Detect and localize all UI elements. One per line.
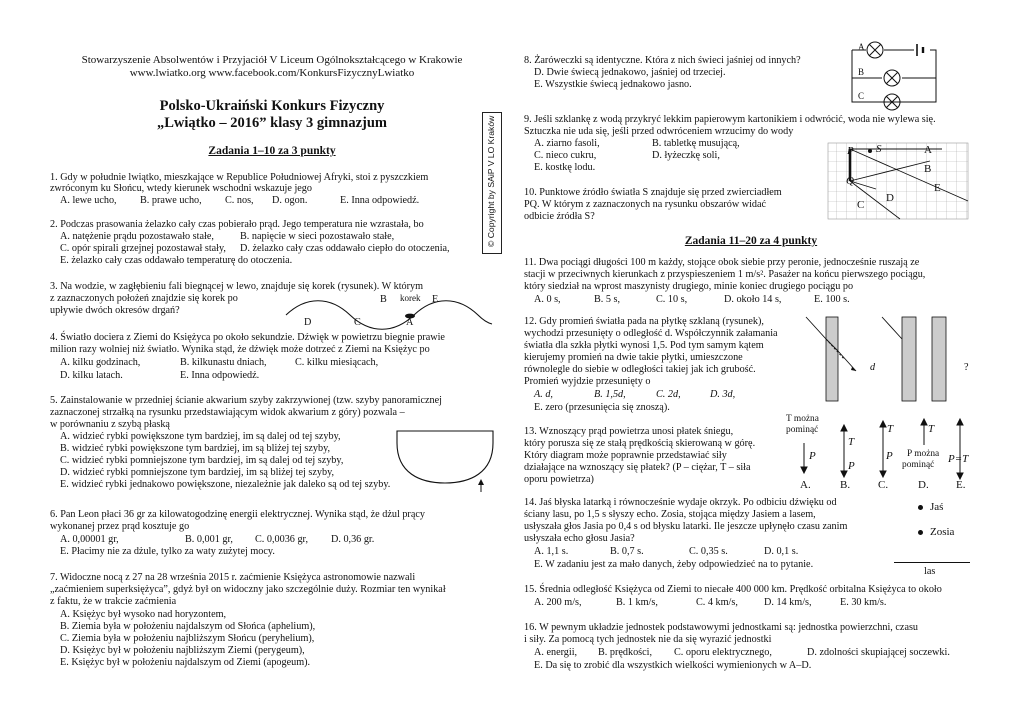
mirror-label-q: Q bbox=[846, 175, 854, 187]
q9-option-b: B. tabletkę musującą, bbox=[652, 138, 740, 149]
q6-option-e: E. Płacimy nie za dżule, tylko za waty zużytej mocy. bbox=[60, 546, 275, 557]
q4-option-e: E. Inna odpowiedź. bbox=[180, 370, 260, 381]
q7-text: 7. Widoczne nocą z 27 na 28 września 2015 r. zaćmienie Księżyca astronomowie nazwali bbox=[50, 572, 416, 583]
q5-option-a: A. widzieć rybki powiększone tym bardziej, im są dalej od tej szyby, bbox=[60, 431, 341, 442]
region-label-a: A bbox=[924, 144, 932, 156]
q15-text: 15. Średnia odległość Księżyca od Ziemi to niecałe 400 000 km. Prędkość orbitalna Księżyca to około bbox=[524, 584, 942, 595]
circuit-label-a: A bbox=[858, 42, 865, 52]
q9-option-d: D. łyżeczkę soli, bbox=[652, 150, 720, 161]
q14-text: ściany lasu, po 1,5 s słyszy echo. Zosia, stojąca między Jasiem a lasem, bbox=[524, 509, 816, 520]
q11-option-d: D. około 14 s, bbox=[724, 294, 782, 305]
q10-text: PQ. W którym z zaznaczonych na rysunku obszarów widać bbox=[524, 199, 767, 210]
q12-text: 12. Gdy promień światła pada na płytkę szklaną (rysunek), bbox=[524, 316, 764, 327]
las-label: las bbox=[924, 566, 936, 577]
diagram-c-p: P bbox=[886, 450, 893, 462]
wave-label-d: D bbox=[304, 317, 312, 328]
light-source-icon bbox=[868, 149, 872, 153]
q16-option-c: C. oporu elektrycznego, bbox=[674, 647, 772, 658]
wave-label-e: E bbox=[432, 294, 439, 305]
diagram-a-note: T można bbox=[786, 414, 819, 424]
q6-text: 6. Pan Leon płaci 36 gr za kilowatogodzinę energii elektrycznej. Wynika stąd, że dżul prący bbox=[50, 509, 425, 520]
zosia-marker bbox=[918, 530, 923, 535]
q14-option-d: D. 0,1 s. bbox=[764, 546, 799, 557]
diagram-b-p: P bbox=[848, 460, 855, 472]
q12-text: światła dla szkła płytki wynosi 1,5. Pod tym samym kątem bbox=[524, 340, 764, 351]
q5-text: w porównaniu z szybą płaską bbox=[50, 419, 170, 430]
zosia-label: Zosia bbox=[930, 526, 955, 538]
mirror-label-p: P bbox=[847, 145, 854, 157]
contest-title: Polsko-Ukraiński Konkurs Fizyczny bbox=[159, 98, 385, 114]
q5-text: 5. Zainstalowanie w przedniej ścianie akwarium szyby zakrzywionej (tzw. szyby panoramicznej bbox=[50, 395, 442, 406]
q4-option-a: A. kilku godzinach, bbox=[60, 357, 141, 368]
q9-option-e: E. kostkę lodu. bbox=[534, 162, 596, 173]
diagram-c-t: T bbox=[887, 423, 894, 435]
wave-label-b: B bbox=[380, 294, 387, 305]
q14-option-e: E. W zadaniu jest za mało danych, żeby odpowiedzieć na to pytanie. bbox=[534, 559, 814, 570]
q13-text: działające na wznoszący się płatek? (P – ciężar, T – siła bbox=[524, 462, 751, 473]
q15-option-e: E. 30 km/s. bbox=[840, 597, 887, 608]
q9-text: Sztuczka nie uda się, jeśli przed odwróceniem wrzucimy do wody bbox=[524, 126, 794, 137]
wave-figure bbox=[284, 293, 494, 329]
q12-text: Promień wyjdzie przesunięty o bbox=[524, 376, 651, 387]
copyright-box bbox=[482, 112, 502, 254]
region-label-b: B bbox=[924, 163, 932, 175]
q12-option-c: C. 2d, bbox=[656, 389, 681, 400]
q12-text: kierujemy promień na dwie takie płytki, umieszczone bbox=[524, 352, 743, 363]
force-diagrams-figure bbox=[794, 415, 974, 485]
q11-text: który siedział na wprost maszynisty drugiego, minie koniec drugiego pociągu po bbox=[524, 281, 854, 292]
q12-text: wychodzi przesunięty o odległość d. Współczynnik załamania bbox=[524, 328, 778, 339]
diagram-d-note: P można bbox=[907, 449, 940, 459]
q15-option-a: A. 200 m/s, bbox=[534, 597, 582, 608]
q8-option-e: E. Wszystkie świecą jednakowo jasno. bbox=[534, 79, 692, 90]
diagram-label-a: A. bbox=[800, 479, 811, 491]
q11-option-c: C. 10 s, bbox=[656, 294, 688, 305]
q4-option-d: D. kilku latach. bbox=[60, 370, 123, 381]
q14-option-c: C. 0,35 s. bbox=[689, 546, 728, 557]
forest-wall-line bbox=[894, 562, 970, 563]
q11-text: 11. Dwa pociągi długości 100 m każdy, stojące obok siebie przy peronie, jednocześnie ruszają ze bbox=[524, 257, 920, 268]
q6-option-d: D. 0,36 gr. bbox=[331, 534, 375, 545]
diagram-d-note: pominąć bbox=[902, 460, 935, 470]
q1-text: 1. Gdy w południe lwiątko, mieszkające w Republice Południowej Afryki, stoi z pyszczkiem bbox=[50, 172, 429, 183]
q13-text: 13. Wznoszący prąd powietrza unosi płatek śniegu, bbox=[524, 426, 734, 437]
q16-option-e: E. Da się to zrobić dla wszystkich wielkości wymienionych w A–D. bbox=[534, 660, 812, 671]
q5-option-d: D. widzieć rybki pomniejszone tym bardziej, im są bliżej tej szyby, bbox=[60, 467, 335, 478]
q7-option-b: B. Ziemia była w położeniu najdalszym od Słońca (aphelium), bbox=[60, 621, 316, 632]
q2-option-c: C. opór spirali grzejnej pozostawał stały, bbox=[60, 243, 226, 254]
region-label-d: D bbox=[886, 192, 894, 204]
mirror-label-s: S bbox=[876, 143, 882, 155]
q4-option-c: C. kilku miesiącach, bbox=[295, 357, 379, 368]
q14-option-b: B. 0,7 s. bbox=[610, 546, 644, 557]
q2-option-e: E. żelazko cały czas oddawało temperaturę do otoczenia. bbox=[60, 255, 293, 266]
q3-text: upływie dwóch okresów drgań? bbox=[50, 305, 180, 316]
q7-option-c: C. Ziemia była w położeniu najbliższym Słońcu (peryhelium), bbox=[60, 633, 315, 644]
q6-option-a: A. 0,00001 gr, bbox=[60, 534, 119, 545]
diagram-label-e: E. bbox=[956, 479, 966, 491]
jas-marker bbox=[918, 505, 923, 510]
q11-option-e: E. 100 s. bbox=[814, 294, 850, 305]
org-line-1: Stowarzyszenie Absolwentów i Przyjaciół V Liceum Ogólnokształcącego w Krakowie bbox=[81, 54, 463, 66]
q2-option-b: B. napięcie w sieci pozostawało stałe, bbox=[240, 231, 395, 242]
q1-option-a: A. lewe ucho, bbox=[60, 195, 117, 206]
aquarium-figure bbox=[395, 429, 495, 493]
diagram-a-p: P bbox=[809, 450, 816, 462]
q16-text: i siły. Za pomocą tych jednostek nie da się wyrazić jednostki bbox=[524, 634, 772, 645]
q4-text: milion razy wolniej niż światło. Wynika stąd, że dźwięk może dotrzeć z Ziemi na Księżyc po bbox=[50, 344, 430, 355]
q12-option-b: B. 1,5d, bbox=[594, 389, 626, 400]
wave-label-c: C bbox=[354, 317, 361, 328]
q7-option-a: A. Księżyc był wysoko nad horyzontem, bbox=[60, 609, 227, 620]
q13-text: Który diagram może poprawnie przedstawiać siły bbox=[524, 450, 727, 461]
q16-text: 16. W pewnym układzie jednostek podstawowymi jednostkami są: jednostka powierzchni, czasu bbox=[524, 622, 919, 633]
q1-option-c: C. nos, bbox=[225, 195, 254, 206]
q12-option-a: A. d, bbox=[534, 389, 553, 400]
q2-option-a: A. natężenie prądu pozostawało stałe, bbox=[60, 231, 214, 242]
q13-text: oporu powietrza) bbox=[524, 474, 594, 485]
q6-option-c: C. 0,0036 gr, bbox=[255, 534, 309, 545]
q11-option-b: B. 5 s, bbox=[594, 294, 621, 305]
q9-option-a: A. ziarno fasoli, bbox=[534, 138, 600, 149]
q1-text: zwróconym ku Słońcu, wtedy kierunek wschodni wskazuje jego bbox=[50, 183, 312, 194]
q3-text: z zaznaczonych położeń znajdzie się korek po bbox=[50, 293, 238, 304]
q12-option-d: D. 3d, bbox=[710, 389, 736, 400]
q4-option-b: B. kilkunastu dniach, bbox=[180, 357, 267, 368]
circuit-label-c: C bbox=[858, 91, 865, 101]
q2-text: 2. Podczas prasowania żelazko cały czas pobierało prąd. Jego temperatura nie wzrastała, bo bbox=[50, 219, 424, 230]
q10-text: odbicie źródła S? bbox=[524, 211, 595, 222]
region-label-e: E bbox=[934, 182, 941, 194]
q5-option-c: C. widzieć rybki pomniejszone tym bardziej, im są dalej od tej szyby, bbox=[60, 455, 344, 466]
glass-plate-figure bbox=[804, 313, 974, 405]
diagram-e-pt: P=T bbox=[948, 453, 969, 465]
q8-text: 8. Żaróweczki są identyczne. Która z nich świeci jaśniej od innych? bbox=[524, 55, 801, 66]
q1-option-e: E. Inna odpowiedź. bbox=[340, 195, 420, 206]
q15-option-c: C. 4 km/s, bbox=[696, 597, 738, 608]
diagram-b-t: T bbox=[848, 436, 855, 448]
plate-label-question: ? bbox=[964, 362, 969, 373]
section-heading-1: Zadania 1–10 za 3 punkty bbox=[208, 145, 336, 157]
q14-option-a: A. 1,1 s. bbox=[534, 546, 569, 557]
region-label-c: C bbox=[857, 199, 865, 211]
q1-option-d: D. ogon. bbox=[272, 195, 308, 206]
q3-text: 3. Na wodzie, w zagłębieniu fali biegnącej w lewo, znajduje się korek (rysunek). W którym bbox=[50, 281, 424, 292]
diagram-label-c: C. bbox=[878, 479, 889, 491]
q16-option-d: D. zdolności skupiającej soczewki. bbox=[807, 647, 950, 658]
q7-text: z faktu, że w trakcie zaćmienia bbox=[50, 596, 177, 607]
q10-text: 10. Punktowe źródło światła S znajduje się przed zwierciadłem bbox=[524, 187, 782, 198]
q16-option-a: A. energii, bbox=[534, 647, 578, 658]
q12-text: równolegle do siebie w odległości takiej jak ich grubość. bbox=[524, 364, 756, 375]
q14-text: usłyszała głos Jasia po 0,4 s od błysku latarki. Ile jeszcze upłynęło czasu zanim bbox=[524, 521, 848, 532]
q9-option-c: C. nieco cukru, bbox=[534, 150, 597, 161]
org-line-2: www.lwiatko.org www.facebook.com/KonkursFizycznyLwiatko bbox=[129, 67, 415, 79]
q5-text: zaznaczonej strzałką na rysunku przedstawiającym widok akwarium z góry) pozwala – bbox=[50, 407, 405, 418]
q7-text: „zaćmieniem superksiężyca”, gdyż był on widoczny jako szczególnie duży. Rozmiar ten wynikał bbox=[50, 584, 446, 595]
contest-subtitle: „Lwiątko – 2016” klasy 3 gimnazjum bbox=[156, 115, 387, 131]
q11-option-a: A. 0 s, bbox=[534, 294, 561, 305]
q7-option-d: D. Księżyc był w położeniu najbliższym Ziemi (perygeum), bbox=[60, 645, 305, 656]
q16-option-b: B. prędkości, bbox=[598, 647, 653, 658]
wave-label-a: A bbox=[406, 317, 414, 328]
q4-text: 4. Światło dociera z Ziemi do Księżyca po około sekundzie. Dźwięk w powietrzu biegnie prawie bbox=[50, 332, 445, 343]
q13-text: który porusza się ze stałą prędkością skierowaną w górę. bbox=[524, 438, 756, 449]
q2-option-d: D. żelazko cały czas oddawało ciepło do otoczenia, bbox=[240, 243, 450, 254]
diagram-d-t: T bbox=[928, 423, 935, 435]
q12-option-e: E. zero (przesunięcia się znoszą). bbox=[534, 402, 670, 413]
q6-option-b: B. 0,001 gr, bbox=[185, 534, 233, 545]
q5-option-b: B. widzieć rybki powiększone tym bardziej, im są bliżej tej szyby, bbox=[60, 443, 331, 454]
wave-label-korek: korek bbox=[400, 293, 421, 303]
q15-option-b: B. 1 km/s, bbox=[616, 597, 658, 608]
q14-text: usłyszała echo głosu Jasia? bbox=[524, 533, 635, 544]
diagram-label-d: D. bbox=[918, 479, 929, 491]
copyright-text: © Copyright by SAiP V LO Kraków bbox=[486, 115, 496, 247]
circuit-label-b: B bbox=[858, 67, 865, 77]
section-heading-2: Zadania 11–20 za 4 punkty bbox=[684, 235, 818, 247]
diagram-label-b: B. bbox=[840, 479, 851, 491]
q11-text: stacji w przeciwnych kierunkach z przyspieszeniem 1 m/s². Pasażer na końcu pierwszego pociągu, bbox=[524, 269, 926, 280]
q15-option-d: D. 14 km/s, bbox=[764, 597, 812, 608]
q8-option-d: D. Dwie świecą jednakowo, jaśniej od trzeciej. bbox=[534, 67, 726, 78]
plate-label-d: d bbox=[870, 362, 876, 373]
q5-option-e: E. widzieć rybki jednakowo powiększone, niezależnie jak daleko są od tej szyby. bbox=[60, 479, 391, 490]
q14-text: 14. Jaś błyska latarką i równocześnie wydaje okrzyk. Po odbiciu dźwięku od bbox=[524, 497, 837, 508]
jas-label: Jaś bbox=[930, 501, 944, 513]
diagram-a-note: pominąć bbox=[786, 425, 819, 435]
q9-text: 9. Jeśli szklankę z wodą przykryć lekkim papierowym kartonikiem i odwrócić, woda nie wylewa się. bbox=[524, 114, 936, 125]
q6-text: wykonanej przez prąd kosztuje go bbox=[50, 521, 190, 532]
q7-option-e: E. Księżyc był w położeniu najdalszym od Ziemi (apogeum). bbox=[60, 657, 311, 668]
q1-option-b: B. prawe ucho, bbox=[140, 195, 202, 206]
